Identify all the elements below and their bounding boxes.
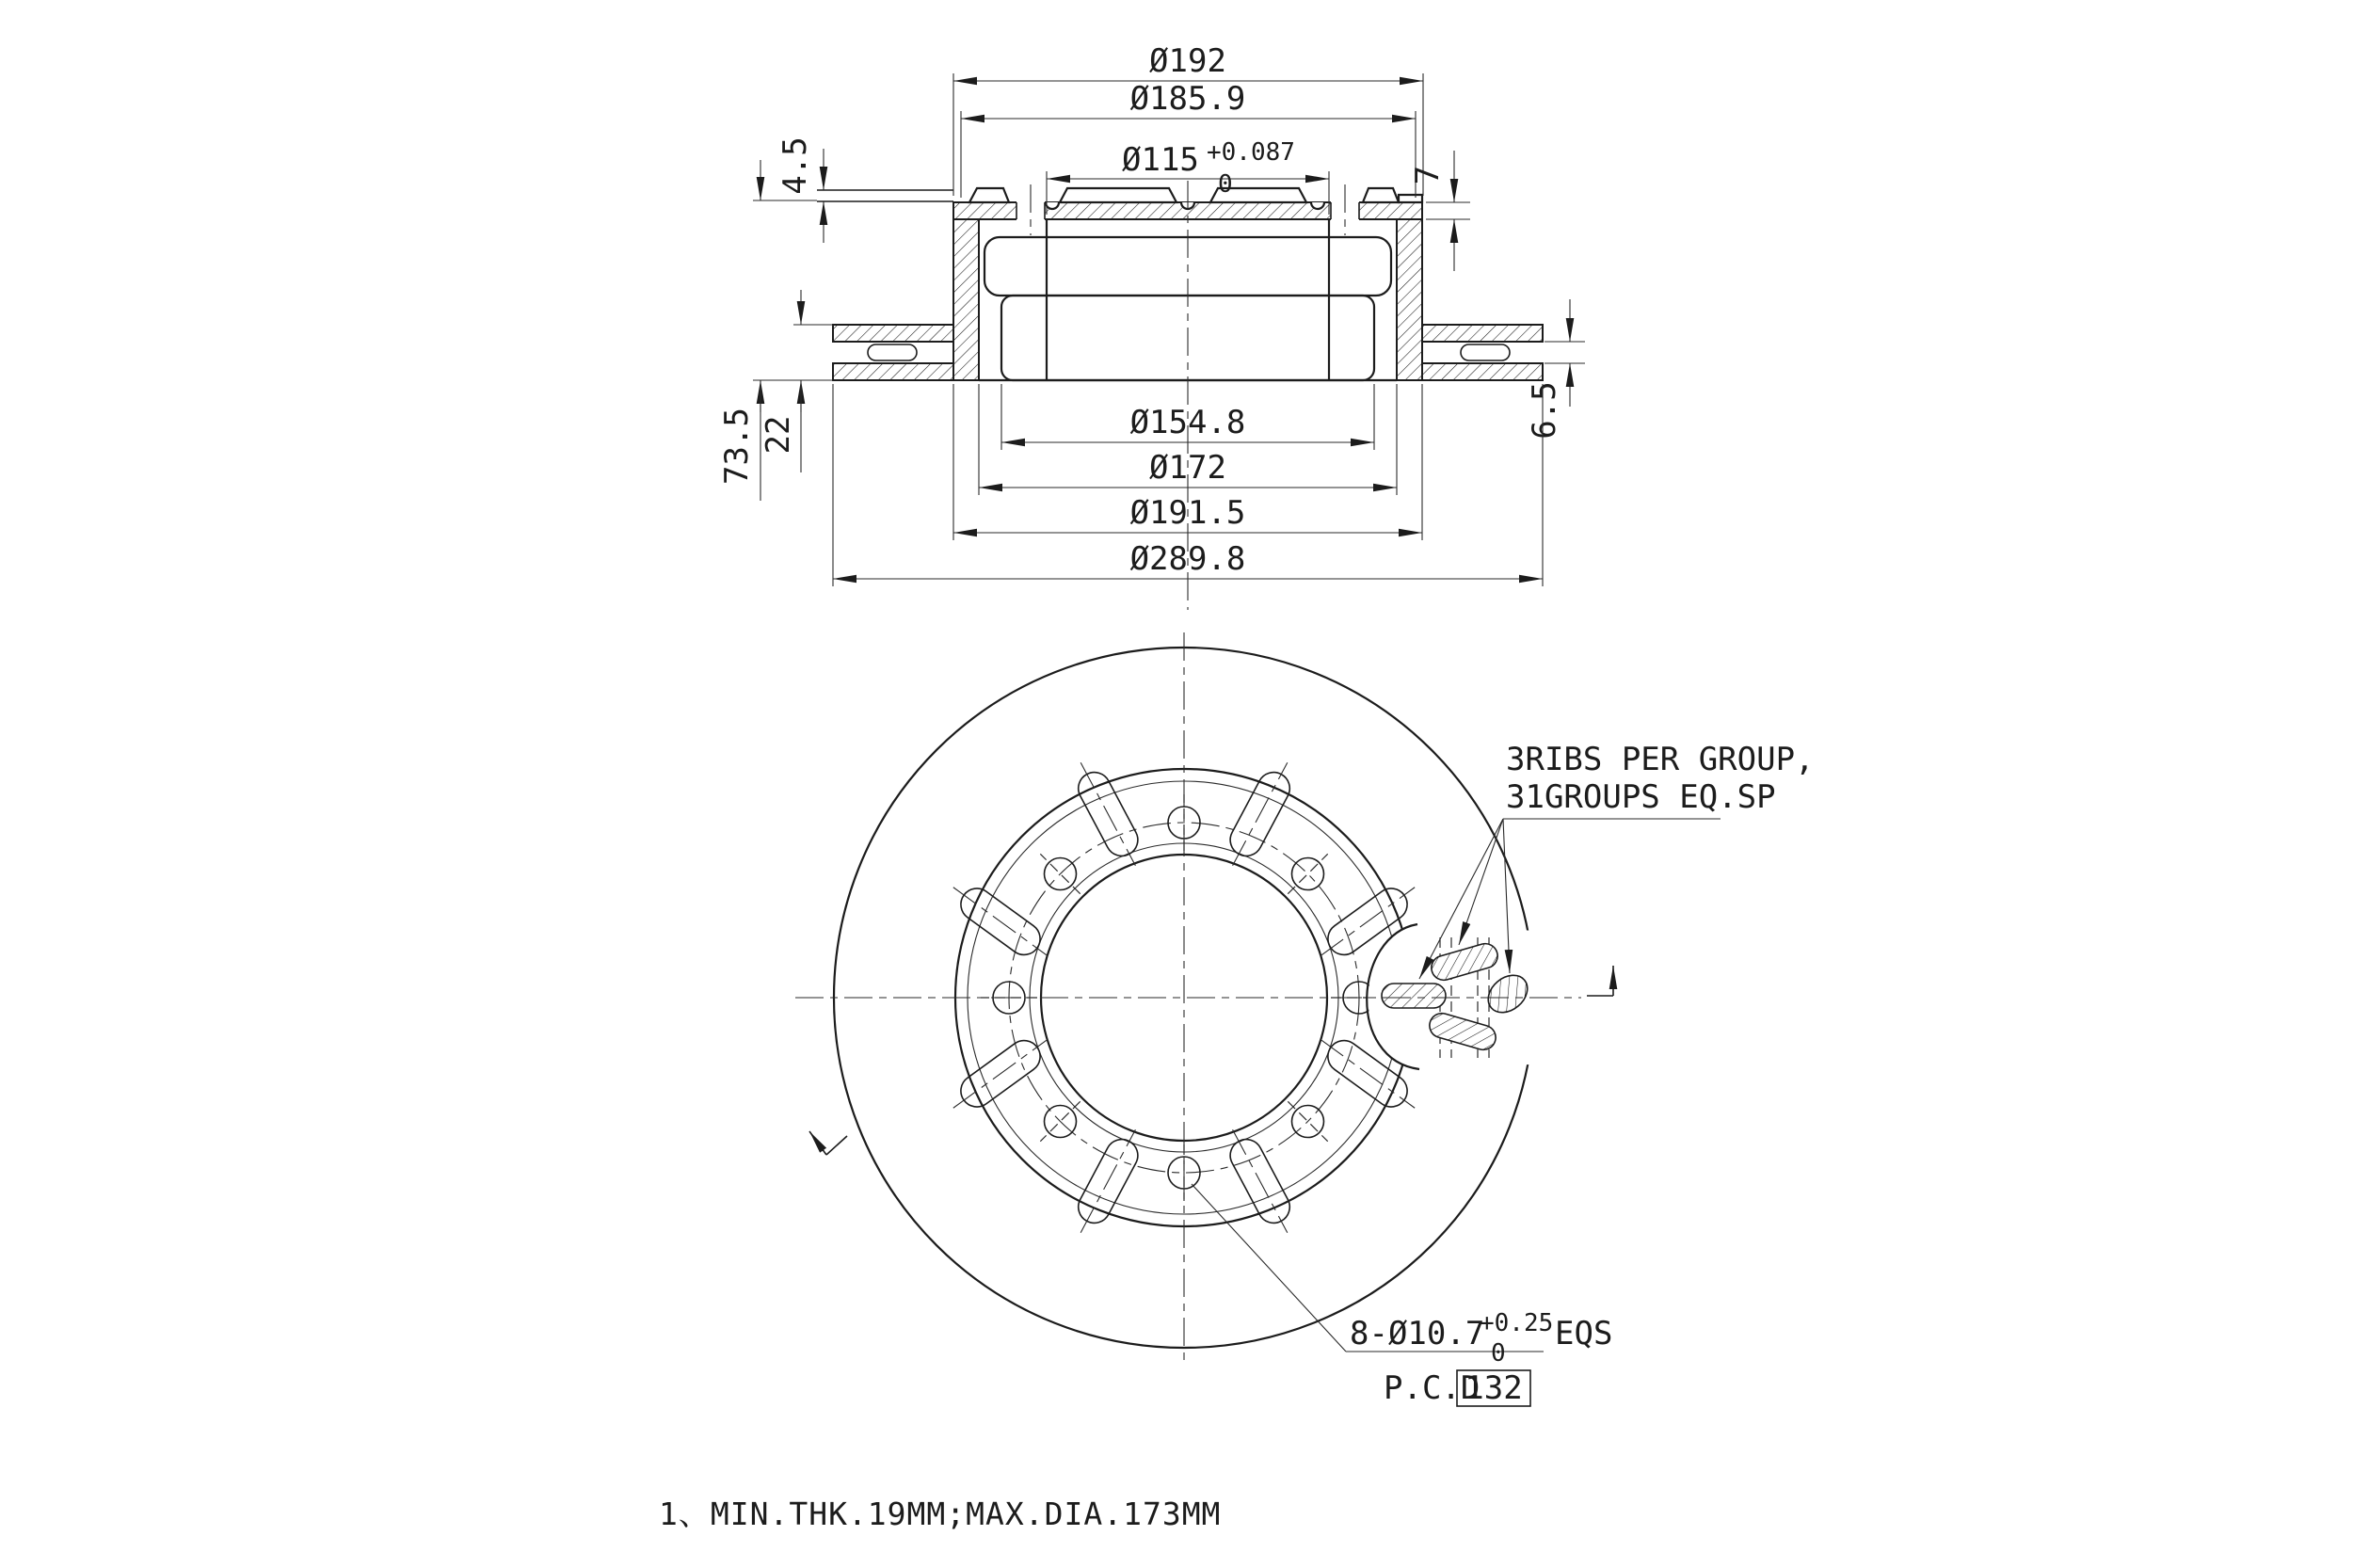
dim-73-5: 73.5 [718,408,756,485]
hat-wall-right [1397,219,1422,380]
section-arrow-bottom-left [809,1131,847,1155]
dim-dia191-5: Ø191.5 [1129,494,1246,532]
disc-pad-right [1422,325,1543,380]
bolt-holes-suffix: EQS [1555,1315,1613,1352]
pcd-label: P.C.D [1384,1369,1481,1407]
dim-6-5: 6.5 [1526,381,1563,440]
dim-dia154-8: Ø154.8 [1129,404,1246,441]
dim-4-5: 4.5 [776,136,814,195]
dim-dia115-tol-plus: +0.087 [1207,138,1295,167]
dim-dia115-tol-minus: 0 [1218,170,1233,199]
bolt-holes-tol-minus: 0 [1491,1339,1506,1368]
rib-note-line1: 3RIBS PER GROUP, [1506,741,1815,778]
general-note: 1、MIN.THK.19MM;MAX.DIA.173MM [659,1496,1222,1532]
rib-section-left [1382,984,1446,1008]
rib-note-line2: 31GROUPS EQ.SP [1506,778,1776,816]
front-view-annotations [1192,741,1815,1407]
stud-hole-right [1331,184,1359,235]
dim-dia115: Ø115 [1122,141,1199,179]
rib-detail-balloon [1367,924,1560,1069]
stud-hole-left [1016,184,1045,235]
dim-dia192: Ø192 [1149,42,1226,80]
dim-22: 22 [760,415,797,455]
disc-pad-left [833,325,953,380]
section-arrow-right [1587,966,1613,996]
pcd-value: 132 [1465,1369,1523,1407]
dim-7: 7 [1409,165,1447,185]
dim-dia289-8: Ø289.8 [1129,540,1246,578]
front-view [795,632,1613,1367]
dim-dia185-9: Ø185.9 [1129,80,1246,118]
bolt-holes-tol-plus: +0.25 [1480,1309,1554,1337]
bolt-holes-label: 8-Ø10.7 [1350,1315,1485,1352]
dim-dia172: Ø172 [1149,449,1226,487]
hat-wall-left [953,219,979,380]
section-dimensions [718,42,1585,586]
